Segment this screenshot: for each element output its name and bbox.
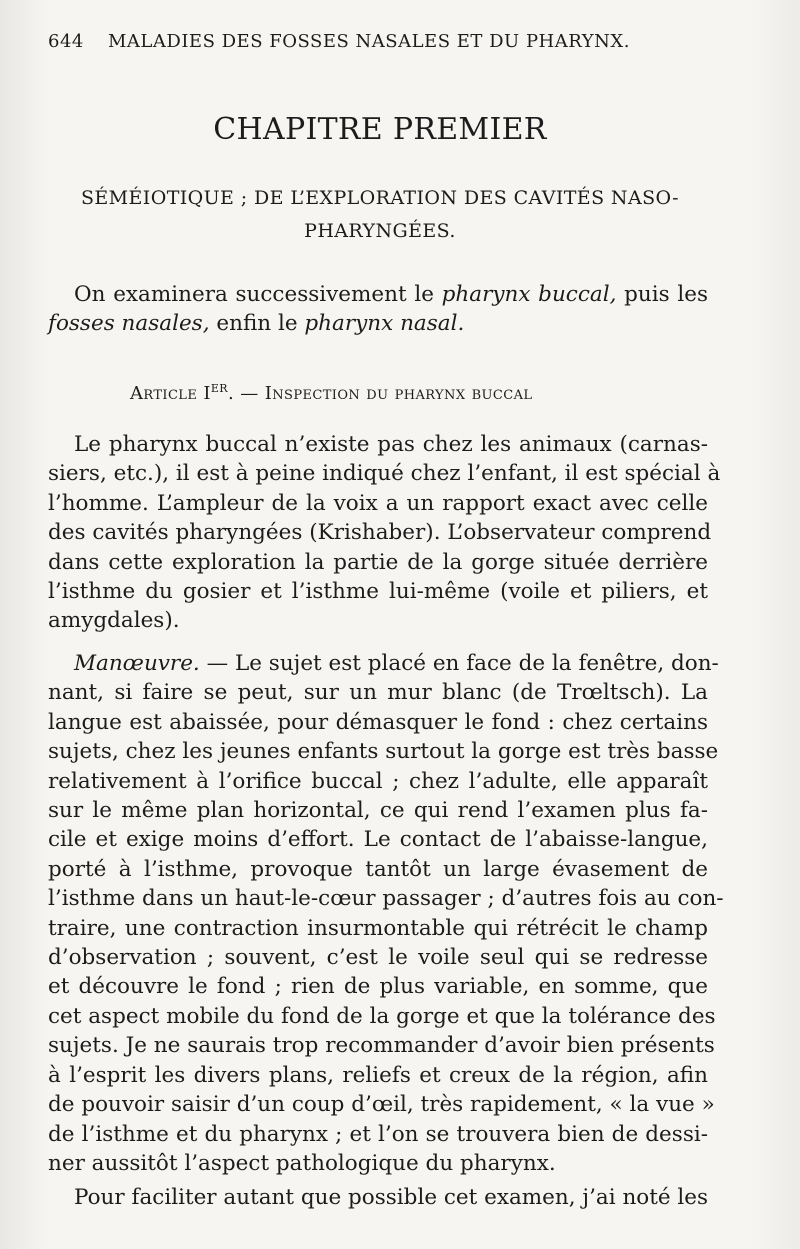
article-superscript: er (210, 378, 228, 396)
paragraph-line: ner aussitôt l’aspect pathologique du pharynx. (48, 1150, 556, 1176)
section-title-line-1: SÉMÉIOTIQUE ; DE L’EXPLORATION DES CAVITÉS NASO- (81, 187, 679, 209)
paragraph-line: siers, etc.), il est à peine indiqué chez l’enfant, il est spécial à (48, 461, 721, 487)
paragraph-line: l’isthme dans un haut-le-cœur passager ; d’autres fois au con- (48, 886, 724, 912)
manoeuvre-italic: Manœuvre. (74, 651, 200, 676)
paragraph-line: d’observation ; souvent, c’est le voile seul qui se redresse (48, 945, 708, 971)
paragraph-line: cet aspect mobile du fond de la gorge et que la tolérance des (48, 1003, 716, 1029)
paragraph-line: Le pharynx buccal n’existe pas chez les animaux (carnas- (74, 432, 708, 457)
paragraph-line: relativement à l’orifice buccal ; chez l’adulte, elle apparaît (48, 768, 708, 794)
paragraph-line: cile et exige moins d’effort. Le contact de l’abaisse-langue, (48, 827, 708, 853)
section-title-line-2: PHARYNGÉES. (304, 220, 456, 242)
paragraph-line: sujets. Je ne saurais trop recommander d’avoir bien présents (48, 1033, 715, 1059)
intro-text: enfin le (209, 311, 305, 337)
paragraph-line: l’homme. L’ampleur de la voix a un rapport exact avec celle (48, 490, 708, 516)
paragraph-text: — Le sujet est placé en face de la fenêtre, don- (199, 651, 719, 676)
paragraph-line (48, 649, 719, 678)
paragraph-3 (48, 1183, 708, 1212)
intro-line-1 (48, 280, 708, 309)
intro-line-2 (48, 309, 708, 338)
running-title: MALADIES DES FOSSES NASALES ET DU PHARYNX. (108, 31, 630, 52)
paragraph-line: amygdales). (48, 608, 180, 634)
paragraph-1 (48, 430, 721, 636)
page-number: 644 (48, 31, 84, 52)
article-title: . — Inspection du pharynx buccal (228, 383, 533, 404)
paragraph-line: langue est abaissée, pour démasquer le fond : chez certains (48, 709, 708, 735)
paragraph-line: des cavités pharyngées (Krishaber). L’observateur comprend (48, 520, 712, 546)
intro-text: On examinera successivement le (74, 282, 442, 307)
intro-text: puis les (616, 282, 708, 307)
paragraph-line: sur le même plan horizontal, ce qui rend l’examen plus fa- (48, 798, 708, 824)
intro-italic-pharynx-nasal: pharynx nasal. (304, 311, 465, 337)
paragraph-line: l’isthme du gosier et l’isthme lui-même (voile et piliers, et (48, 579, 708, 605)
paragraph-line: et découvre le fond ; rien de plus variable, en somme, que (48, 974, 708, 1000)
paragraph-line: nant, si faire se peut, sur un mur blanc (de Trœltsch). La (48, 680, 708, 706)
intro-italic-pharynx-buccal: pharynx buccal, (441, 282, 617, 307)
paragraph-line: Pour faciliter autant que possible cet examen, j’ai noté les (74, 1185, 709, 1210)
running-header (48, 31, 688, 52)
paragraph-2 (48, 649, 724, 1178)
paragraph-line: sujets, chez les jeunes enfants surtout la gorge est très basse (48, 739, 719, 765)
paragraph-line: de l’isthme et du pharynx ; et l’on se trouvera bien de dessi- (48, 1121, 708, 1147)
article-label: Article I (130, 383, 211, 404)
article-heading (130, 378, 532, 404)
section-title (70, 182, 690, 248)
intro-italic-fosses-nasales: fosses nasales, (48, 311, 210, 337)
intro-paragraph (48, 280, 708, 339)
chapter-title: CHAPITRE PREMIER (213, 112, 547, 147)
paragraph-line: porté à l’isthme, provoque tantôt un large évasement de (48, 856, 708, 882)
paragraph-line: à l’esprit les divers plans, reliefs et creux de la région, afin (48, 1062, 708, 1088)
paragraph-line: traire, une contraction insurmontable qui rétrécit le champ (48, 915, 708, 941)
paragraph-line: dans cette exploration la partie de la gorge située derrière (48, 549, 708, 575)
paragraph-line: de pouvoir saisir d’un coup d’œil, très rapidement, « la vue » (48, 1092, 715, 1118)
